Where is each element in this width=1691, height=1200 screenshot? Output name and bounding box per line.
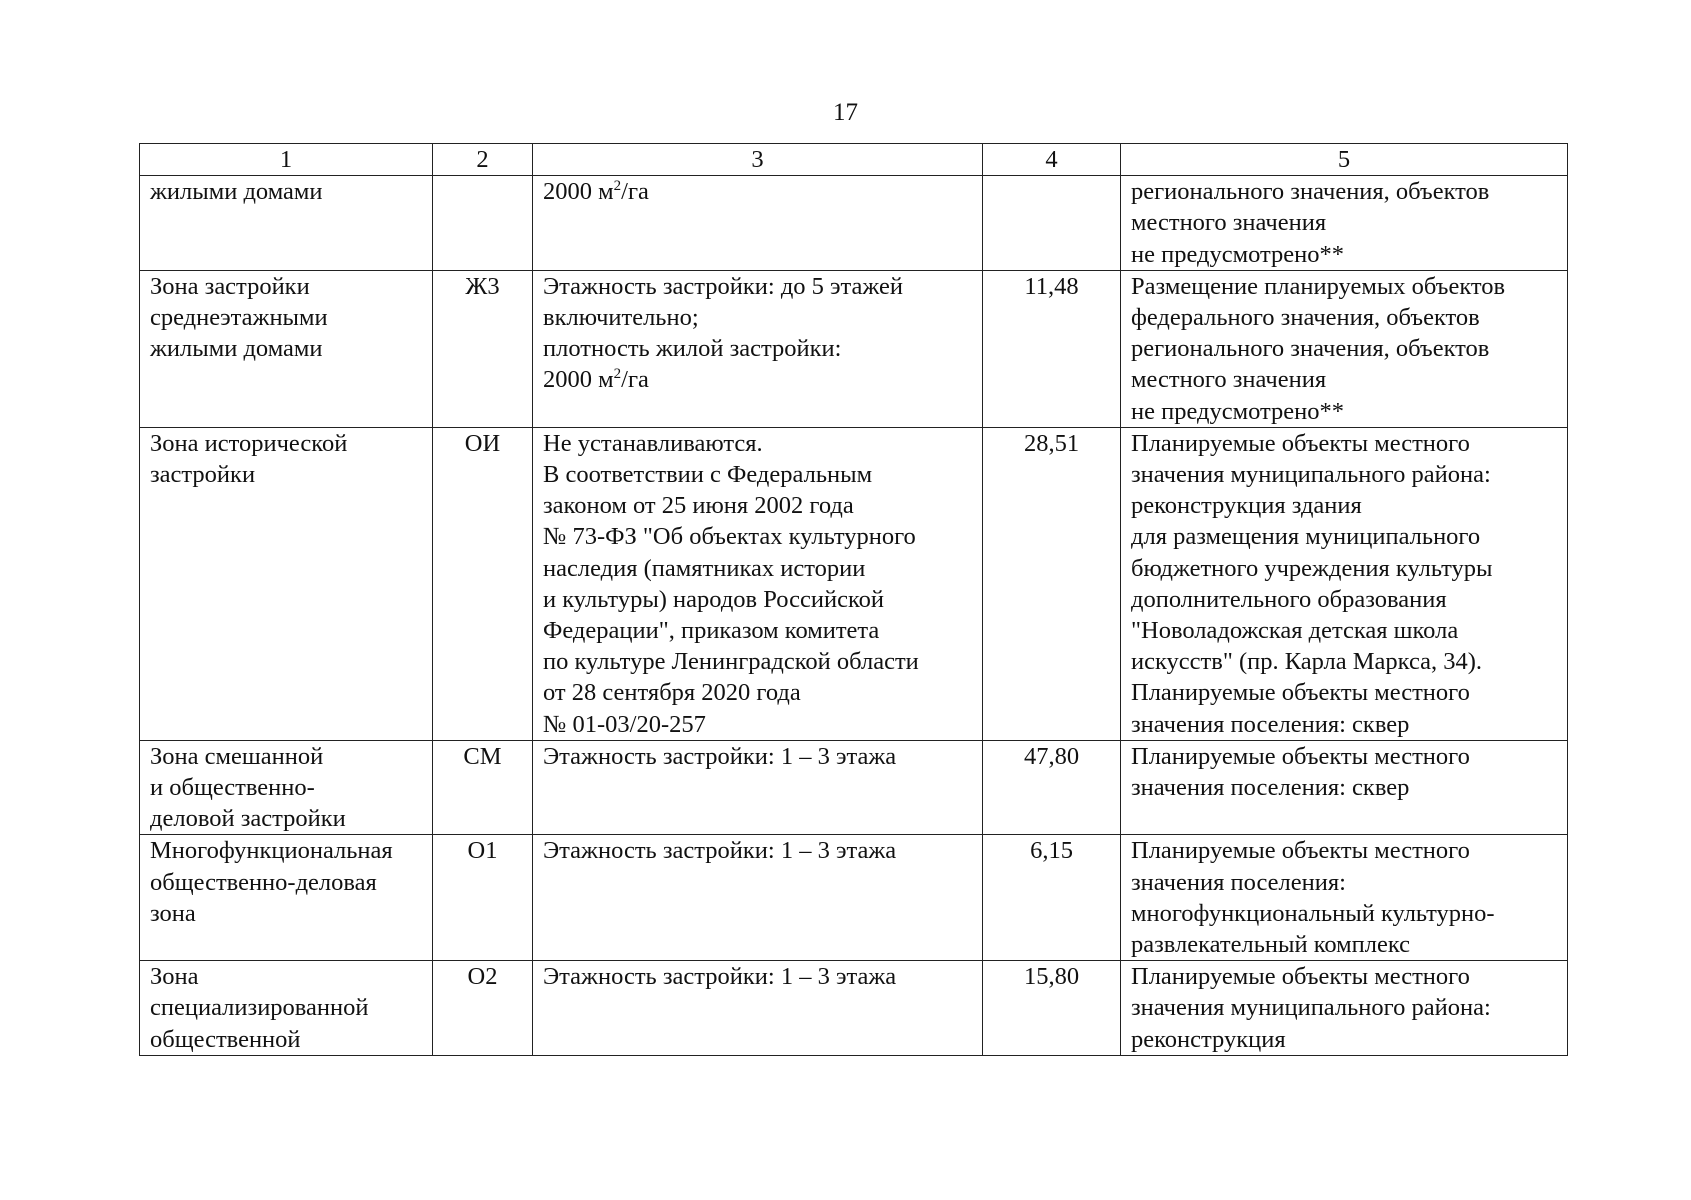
zone-params-cell: Этажность застройки: 1 – 3 этажа	[533, 835, 983, 961]
zone-code-cell: Ж3	[433, 270, 533, 427]
column-header: 3	[533, 144, 983, 176]
planned-objects-cell: Планируемые объекты местного значения поселения: сквер	[1121, 740, 1568, 835]
column-header: 5	[1121, 144, 1568, 176]
page-number: 17	[833, 99, 858, 126]
column-header: 2	[433, 144, 533, 176]
zone-name-cell: Зона исторической застройки	[140, 427, 433, 740]
table-row	[140, 740, 1568, 835]
zone-code-cell: О2	[433, 961, 533, 1056]
column-header: 4	[983, 144, 1121, 176]
zone-code-cell: СМ	[433, 740, 533, 835]
table-row	[140, 961, 1568, 1056]
zone-params-cell: Не устанавливаются. В соответствии с Федеральным законом от 25 июня 2002 года № 73-ФЗ "Об объектах культурного наследия (памятниках истории и культуры) народов Российской Федерации", приказом комитета по культуре Ленинградской области от 28 сентября 2020 года № 01-03/20-257	[533, 427, 983, 740]
zone-area-cell	[983, 176, 1121, 271]
density-exponent: 2	[613, 178, 622, 195]
table-row	[140, 176, 1568, 271]
density-unit: /га	[621, 366, 649, 394]
zone-name-cell: жилыми домами	[140, 176, 433, 271]
planned-objects-cell: регионального значения, объектов местного значения не предусмотрено**	[1121, 176, 1568, 271]
table-header-row	[140, 144, 1568, 176]
density-exponent: 2	[613, 366, 622, 383]
zone-code-cell: О1	[433, 835, 533, 961]
zone-params-cell: Этажность застройки: 1 – 3 этажа	[533, 740, 983, 835]
density-value: 2000 м	[543, 178, 614, 206]
zone-code-cell: ОИ	[433, 427, 533, 740]
zone-area-cell: 15,80	[983, 961, 1121, 1056]
zones-table	[139, 143, 1568, 1056]
params-text: Этажность застройки: до 5 этажей включительно; плотность жилой застройки:	[543, 272, 904, 363]
zone-params-cell	[533, 176, 983, 271]
planned-objects-cell: Планируемые объекты местного значения муниципального района: реконструкция	[1121, 961, 1568, 1056]
zone-name-cell: Зона застройки среднеэтажными жилыми домами	[140, 270, 433, 427]
planned-objects-cell: Планируемые объекты местного значения поселения: многофункциональный культурно- развлекательный комплекс	[1121, 835, 1568, 961]
zone-area-cell: 28,51	[983, 427, 1121, 740]
table-row	[140, 270, 1568, 427]
planned-objects-cell: Планируемые объекты местного значения муниципального района: реконструкция здания для размещения муниципального бюджетного учреждения культуры дополнительного образования "Новоладожская детская школа искусств" (пр. Карла Маркса, 34). Планируемые объекты местного значения поселения: сквер	[1121, 427, 1568, 740]
density-value: 2000 м	[543, 366, 614, 394]
zone-area-cell: 47,80	[983, 740, 1121, 835]
zone-code-cell	[433, 176, 533, 271]
table-row	[140, 427, 1568, 740]
zone-area-cell: 11,48	[983, 270, 1121, 427]
density-unit: /га	[621, 178, 649, 206]
zone-area-cell: 6,15	[983, 835, 1121, 961]
zone-params-cell: Этажность застройки: 1 – 3 этажа	[533, 961, 983, 1056]
column-header: 1	[140, 144, 433, 176]
zone-name-cell: Зона специализированной общественной	[140, 961, 433, 1056]
zone-name-cell: Зона смешанной и общественно- деловой застройки	[140, 740, 433, 835]
zone-params-cell	[533, 270, 983, 427]
zone-name-cell: Многофункциональная общественно-деловая зона	[140, 835, 433, 961]
planned-objects-cell: Размещение планируемых объектов федерального значения, объектов регионального значения, объектов местного значения не предусмотрено**	[1121, 270, 1568, 427]
table-row	[140, 835, 1568, 961]
